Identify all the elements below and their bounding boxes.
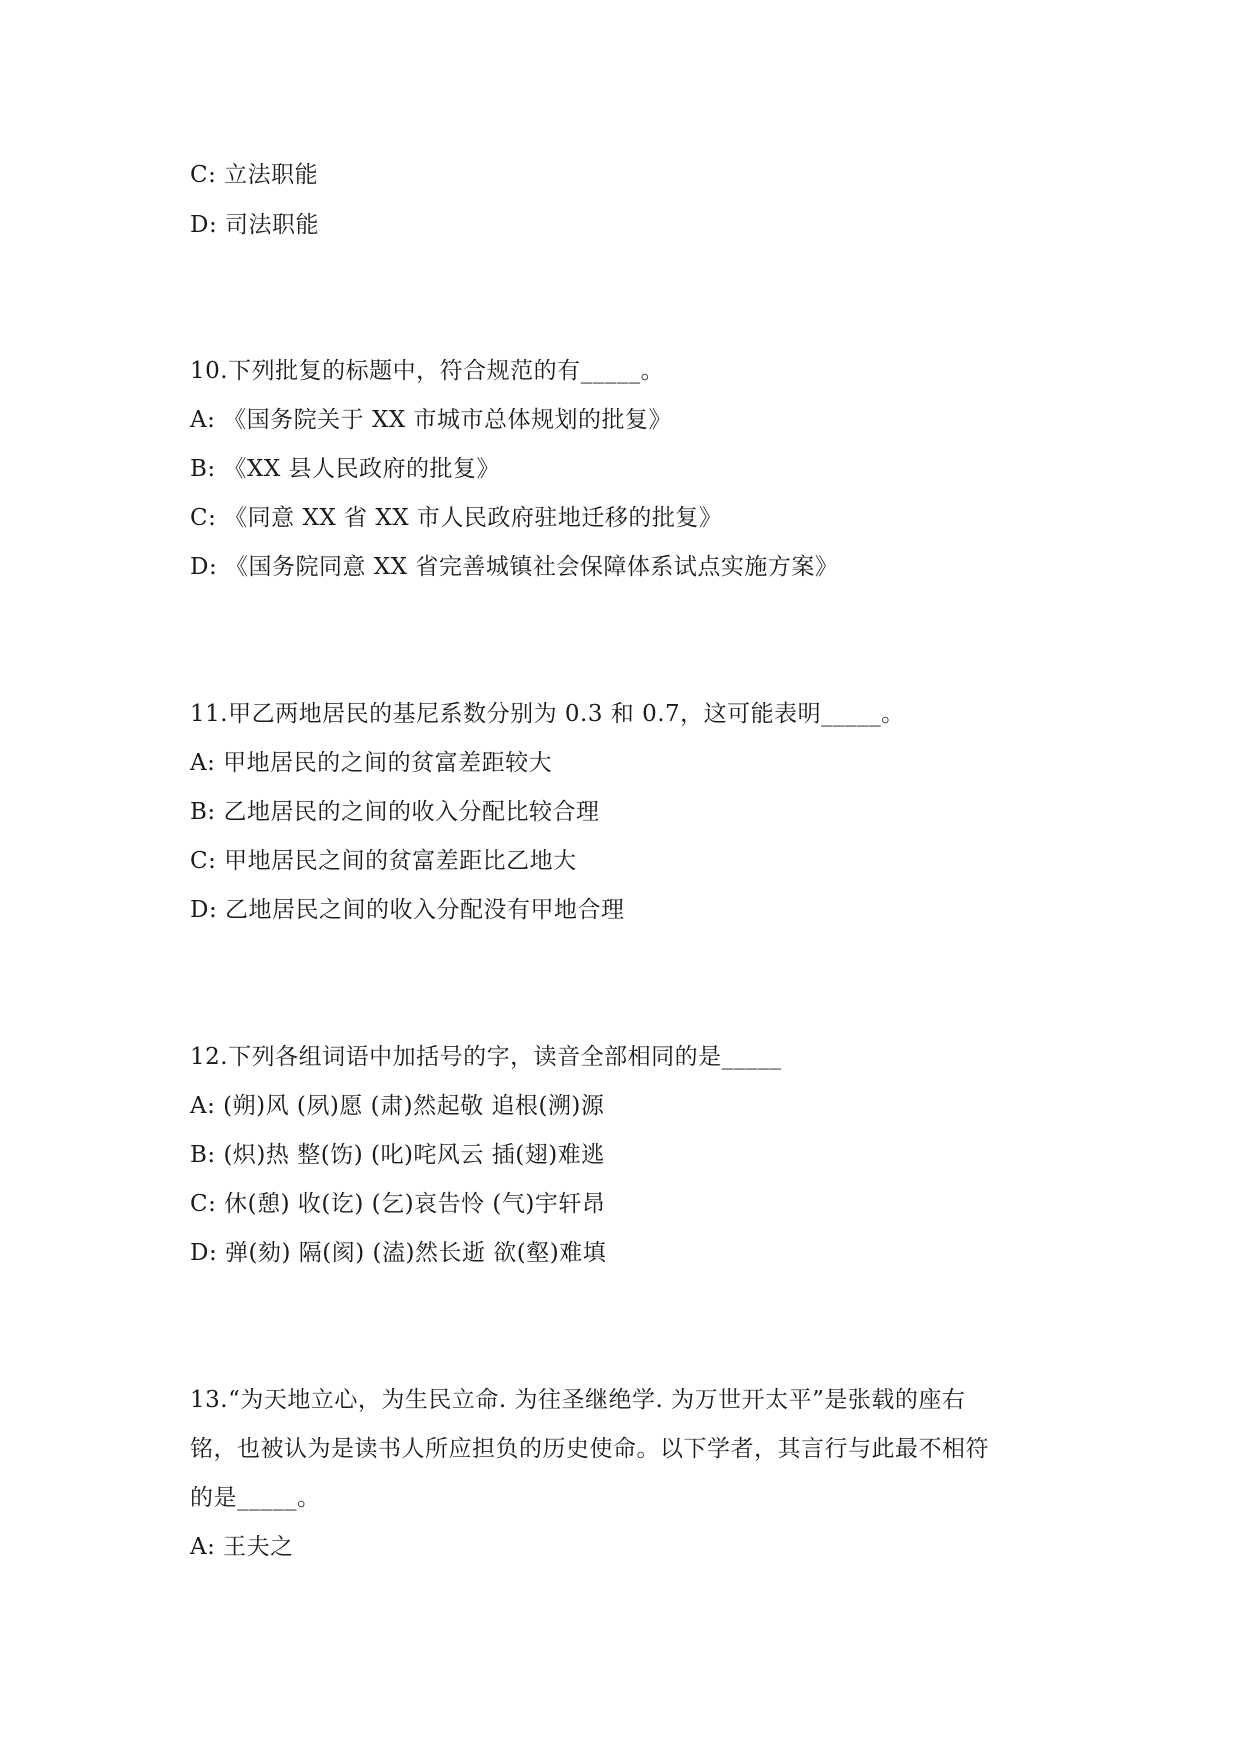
option-q11-a: A: 甲地居民的之间的贫富差距较大 [190, 750, 553, 776]
option-q10-a: A: 《国务院关于 XX 市城市总体规划的批复》 [190, 407, 673, 433]
option-q9-c: C: 立法职能 [190, 162, 319, 188]
option-q12-a: A: (朔)风 (夙)愿 (肃)然起敬 追根(溯)源 [190, 1093, 605, 1119]
question-12-stem: 12.下列各组词语中加括号的字，读音全部相同的是_____ [190, 1044, 782, 1070]
question-10-stem: 10.下列批复的标题中，符合规范的有_____。 [190, 358, 665, 384]
option-q11-b: B: 乙地居民的之间的收入分配比较合理 [190, 799, 600, 825]
option-q13-a: A: 王夫之 [190, 1534, 294, 1560]
question-13-stem-line-1: 13.“为天地立心，为生民立命. 为往圣继绝学. 为万世开太平”是张载的座右 [190, 1387, 966, 1413]
question-11-stem: 11.甲乙两地居民的基尼系数分别为 0.3 和 0.7，这可能表明_____。 [190, 701, 905, 727]
option-q12-c: C: 休(憩) 收(讫) (乞)哀告怜 (气)宇轩昂 [190, 1191, 606, 1217]
option-q10-c: C: 《同意 XX 省 XX 市人民政府驻地迁移的批复》 [190, 505, 723, 531]
option-q12-b: B: (炽)热 整(饬) (叱)咤风云 插(翅)难逃 [190, 1142, 605, 1168]
question-13-stem-line-3: 的是_____。 [190, 1485, 321, 1511]
option-q9-d: D: 司法职能 [190, 212, 320, 238]
option-q11-d: D: 乙地居民之间的收入分配没有甲地合理 [190, 897, 625, 923]
option-q10-b: B: 《XX 县人民政府的批复》 [190, 456, 501, 482]
option-q12-d: D: 弹(劾) 隔(阂) (溘)然长逝 欲(壑)难填 [190, 1240, 607, 1266]
option-q10-d: D: 《国务院同意 XX 省完善城镇社会保障体系试点实施方案》 [190, 554, 839, 580]
question-13-stem-line-2: 铭，也被认为是读书人所应担负的历史使命。以下学者，其言行与此最不相符 [190, 1436, 989, 1462]
option-q11-c: C: 甲地居民之间的贫富差距比乙地大 [190, 848, 577, 874]
